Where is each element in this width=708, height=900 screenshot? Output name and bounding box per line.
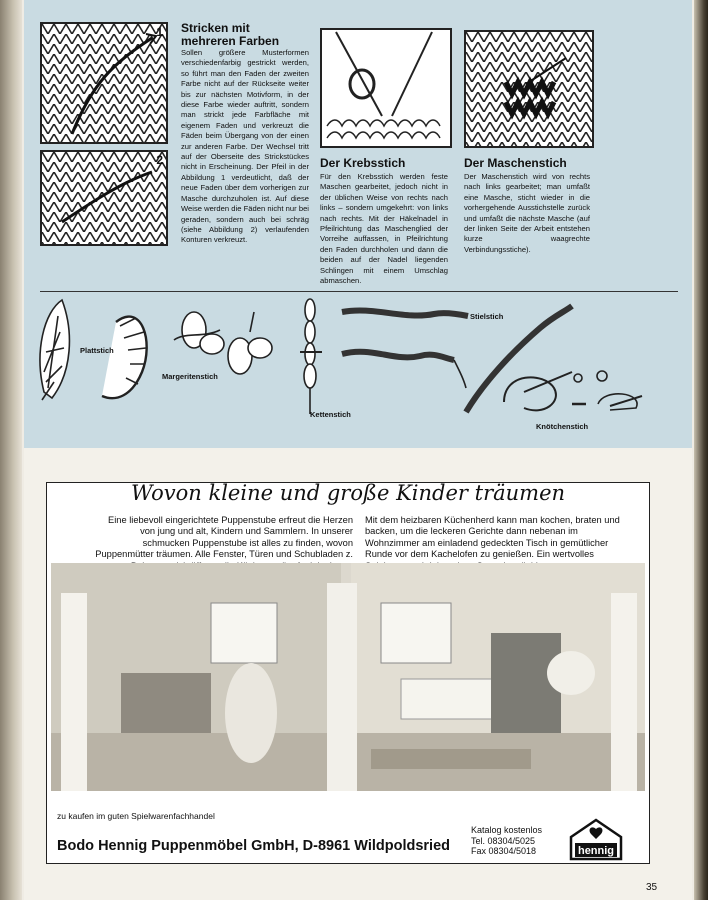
ad-text-left: Eine liebevoll eingerichtete Puppenstube erfreut die Herzen von jung und alt, Kindern und Sammlern. In unserer schmucken Puppenstube ist alles zu finden, wovon Puppenmütter träumen. Alle Fenster, Türen und Schubladen z. [95, 515, 353, 560]
logo-text: hennig [577, 845, 615, 857]
catalog-note: Katalog kostenlos [471, 825, 543, 835]
figure-maschenstich [464, 30, 594, 148]
heading-mehrere-farben: Stricken mit mehreren Farben [181, 21, 280, 48]
embroidery-stitches-row [24, 292, 692, 442]
text-mehrere-farben: Sollen größere Musterformen verschiedenfarbig gestrickt werden, so führt man den Faden der zweiten Farbe nicht auf der Rückseite weiter bis zur nächsten Motivform, in der diese Farbe wieder auftritt, sondern man strickt jede Farbfläche mit eigenem Faden und verkreuzt die Fäden beim Übergang von der einen zur anderen Farbe. Der Wechsel tritt auf der Oberseite des Strickstückes nicht in Erscheinung. Der Pfeil in der Abbildung 1 verdeutlicht, daß der neue Faden über dem vorherigen zur Masche durchzuholen ist. Auf diese Weise werden die Fäden nicht nur bei geraden, sondern auch bei schräg (siehe Abbildung 2) verlaufenden Konturen verkreuzt. [181, 48, 309, 245]
figure-krebsstich [320, 28, 452, 148]
figure-1-knitting-colors [40, 22, 168, 144]
puppenstube-advertisement [46, 482, 650, 864]
figure-number: 2 [156, 153, 163, 167]
embroidery-illustrations [24, 292, 692, 442]
phone-number: Tel. 08304/5025 [471, 835, 536, 846]
duplicate-stitch-illustration [466, 32, 592, 146]
book-binding [0, 0, 22, 900]
knit-mesh-illustration [42, 24, 166, 142]
house-logo-icon [567, 817, 625, 861]
dollhouse-photo [51, 563, 645, 791]
company-name: Bodo Hennig Puppenmöbel GmbH, D-8961 Wildpoldsried [57, 838, 451, 854]
heading-maschenstich: Der Maschenstich [464, 156, 567, 170]
label-knotchenstich: Knötchenstich [536, 422, 589, 431]
hennig-logo [567, 817, 625, 861]
text-maschenstich: Der Maschenstich wird von rechts nach links gearbeitet; man umfaßt eine Masche, sticht wieder in die vorhergehende Ausstichstelle zurück und umfaßt die nächste Masche (auf der linken Seite der Arbeit entstehen kurze waagrechte Verbindungsstiche). [464, 172, 590, 254]
figure-number: 1 [156, 25, 163, 39]
ad-title: Wovon kleine und große Kinder träumen [130, 481, 566, 505]
label-stielstich: Stielstich [470, 312, 504, 321]
page-edge [694, 0, 708, 900]
contact-block [471, 825, 542, 857]
figure-2-knitting-diagonal [40, 150, 168, 246]
where-to-buy: zu kaufen im guten Spielwarenfachhandel [57, 811, 215, 821]
text-krebsstich: Für den Krebsstich werden feste Maschen gearbeitet, jedoch nicht in der üblichen Weise von rechts nach links – sondern umgekehrt: von links nach rechts. Mit der Häkelnadel in Pfeilrichtung das Maschenglied der Vorreihe auffassen, in Pfeilrichtung den Faden durchholen und dann die beiden auf der Nadel liegenden Schlingen mit einem Umschlag abmaschen. [320, 172, 448, 286]
dollhouse-illustration [51, 563, 645, 791]
heading-krebsstich: Der Krebsstich [320, 156, 406, 170]
label-plattstich: Plattstich [80, 346, 114, 355]
label-margeritenstich: Margeritenstich [162, 372, 218, 381]
fax-number: Fax 08304/5018 [471, 846, 537, 856]
crochet-illustration [322, 30, 450, 146]
knit-mesh-illustration [42, 152, 166, 244]
ad-text-right: Mit dem heizbaren Küchenherd kann man kochen, braten und backen, um die leckeren Gerichte dann nebenan im Wohnzimmer am einladend gedeckten Tisch in gemütlicher Runde vor dem Kachelofen zu genießen. Ein wertvolles [365, 515, 620, 560]
page-number: 35 [646, 882, 658, 893]
label-kettenstich: Kettenstich [310, 410, 351, 419]
